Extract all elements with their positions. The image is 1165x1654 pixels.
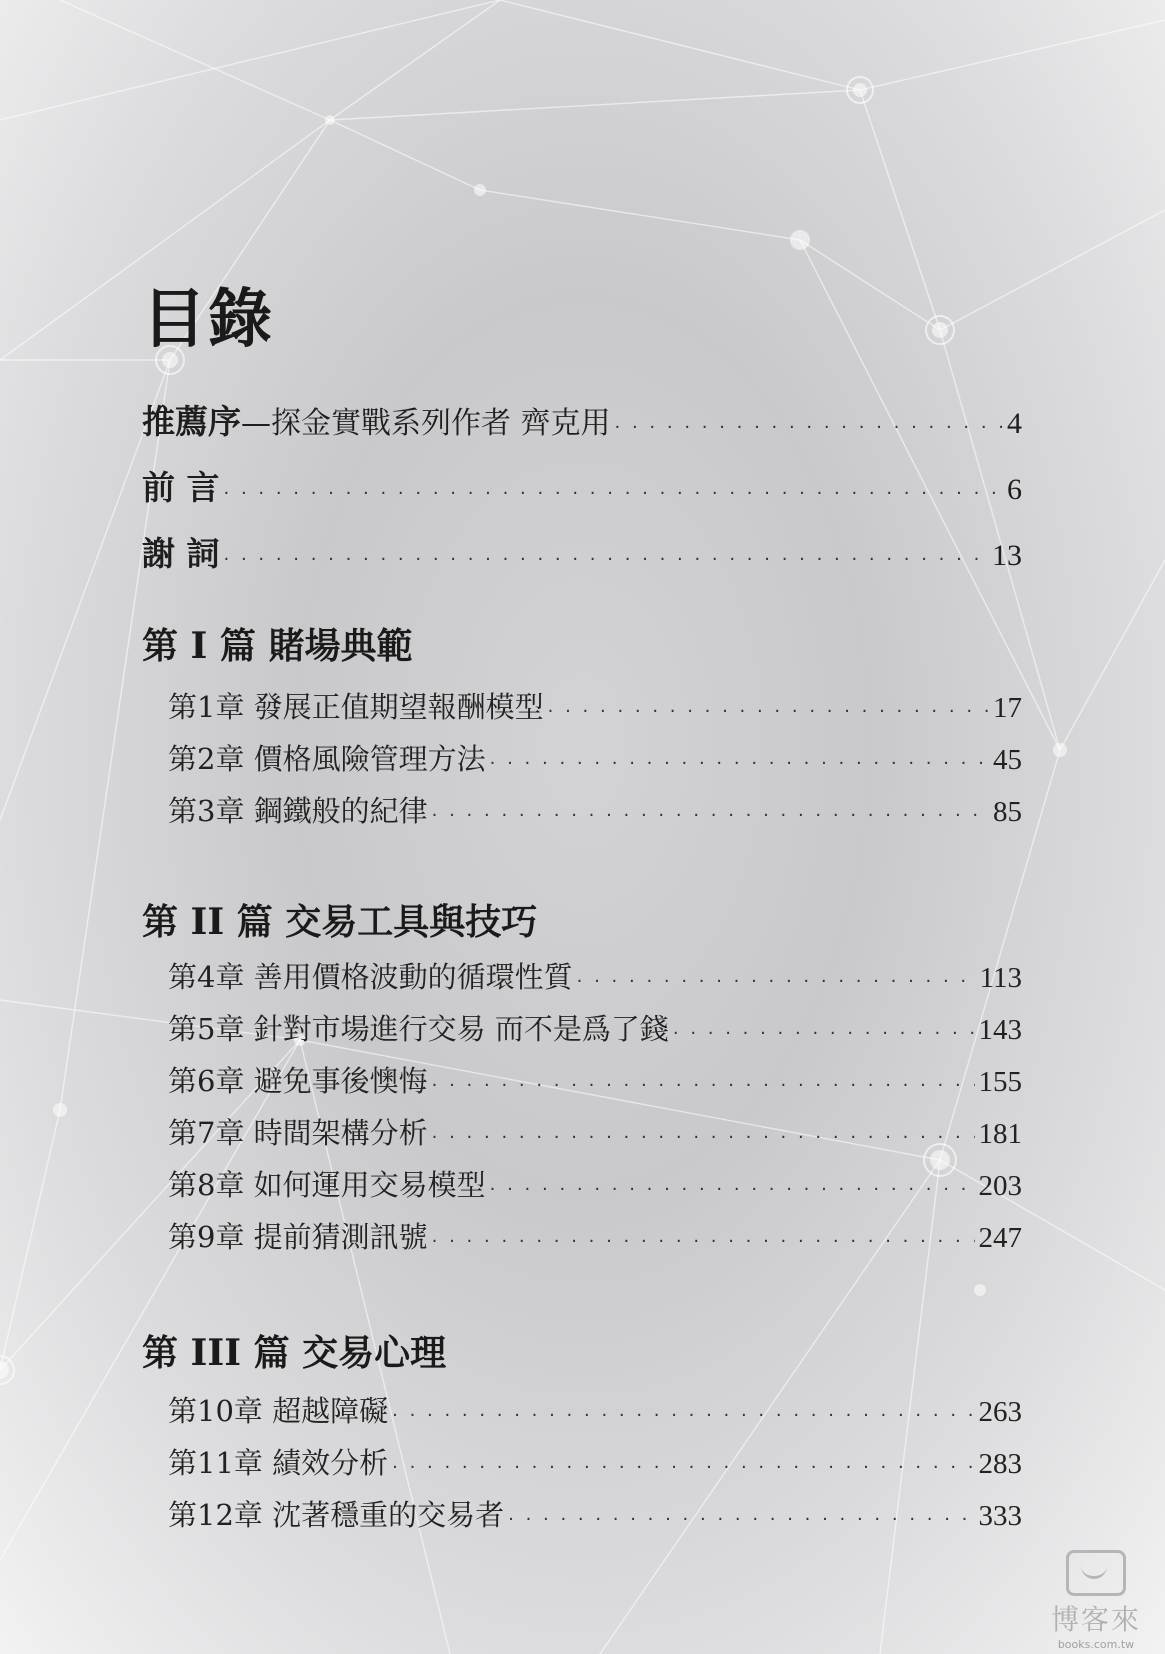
dot-leader [224, 468, 1004, 507]
entry-label: 第11章 績效分析 [168, 1446, 389, 1480]
toc-entry-chapter-5 [168, 1007, 1022, 1048]
entry-label: 第9章 提前猜測訊號 [168, 1220, 428, 1254]
dot-leader [490, 1168, 975, 1202]
entry-page: 247 [978, 1222, 1022, 1254]
watermark-name: 博客來 [1050, 1603, 1141, 1636]
entry-page: 283 [978, 1448, 1022, 1480]
dot-leader [615, 402, 1003, 441]
entry-label: 推薦序 [142, 402, 241, 441]
toc-entry-chapter-8 [168, 1163, 1022, 1204]
part-heading-3: 第 III 篇 交易心理 [142, 1332, 447, 1374]
watermark-url: books.com.tw [1057, 1638, 1135, 1651]
entry-page: 155 [978, 1066, 1022, 1098]
dot-leader [432, 1064, 975, 1098]
entry-page: 181 [978, 1118, 1022, 1150]
entry-page: 85 [993, 796, 1022, 828]
entry-label: 第6章 避免事後懊悔 [168, 1064, 428, 1098]
toc-entry-chapter-11 [168, 1441, 1022, 1482]
toc-entry-chapter-4 [168, 955, 1022, 996]
toc-entry-chapter-9 [168, 1215, 1022, 1256]
dot-leader [490, 742, 989, 776]
entry-page: 6 [1007, 473, 1022, 506]
dot-leader [224, 534, 989, 573]
entry-label: 第1章 發展正值期望報酬模型 [168, 690, 544, 724]
toc-entry-chapter-6 [168, 1059, 1022, 1100]
entry-page: 203 [978, 1170, 1022, 1202]
entry-page: 4 [1007, 407, 1022, 440]
dot-leader [392, 1394, 974, 1428]
dot-leader [432, 1116, 975, 1150]
entry-label: 第4章 善用價格波動的循環性質 [168, 960, 573, 994]
entry-label: 第8章 如何運用交易模型 [168, 1168, 486, 1202]
entry-label: 第3章 鋼鐵般的紀律 [168, 794, 428, 828]
entry-page: 143 [978, 1014, 1022, 1046]
entry-label: 第5章 針對市場進行交易 而不是爲了錢 [168, 1012, 669, 1046]
toc-entry-acknowledgements [142, 528, 1022, 575]
dot-leader [673, 1012, 975, 1046]
entry-label: 第7章 時間架構分析 [168, 1116, 428, 1150]
toc-entry-chapter-1 [168, 685, 1022, 726]
toc-entry-chapter-2 [168, 737, 1022, 778]
dot-leader [432, 1220, 975, 1254]
toc-entry-chapter-7 [168, 1111, 1022, 1152]
dot-leader [432, 794, 989, 828]
entry-page: 13 [992, 539, 1022, 572]
entry-label: 第2章 價格風險管理方法 [168, 742, 486, 776]
entry-label: 前 言 [142, 468, 220, 507]
toc-entry-preface [142, 462, 1022, 509]
toc-entry-chapter-10 [168, 1389, 1022, 1430]
entry-label: 謝 詞 [142, 534, 220, 573]
entry-page: 333 [978, 1500, 1022, 1532]
entry-page: 17 [993, 692, 1022, 724]
toc-entry-foreword [142, 396, 1022, 443]
entry-subtitle: —探金實戰系列作者 齊克用 [241, 406, 611, 441]
toc-entry-chapter-12 [168, 1493, 1022, 1534]
entry-page: 263 [978, 1396, 1022, 1428]
bag-smile-icon [1066, 1550, 1126, 1596]
entry-page: 45 [993, 744, 1022, 776]
entry-label: 第10章 超越障礙 [168, 1394, 389, 1428]
page-title: 目錄 [142, 282, 274, 357]
dot-leader [508, 1498, 974, 1532]
dot-leader [548, 690, 989, 724]
part-heading-1: 第 I 篇 賭場典範 [142, 625, 413, 667]
entry-label: 第12章 沈著穩重的交易者 [168, 1498, 505, 1532]
dot-leader [577, 960, 976, 994]
dot-leader [392, 1446, 974, 1480]
toc-entry-chapter-3 [168, 789, 1022, 830]
watermark-logo [1040, 1550, 1152, 1651]
part-heading-2: 第 II 篇 交易工具與技巧 [142, 901, 538, 943]
entry-page: 113 [979, 962, 1022, 994]
